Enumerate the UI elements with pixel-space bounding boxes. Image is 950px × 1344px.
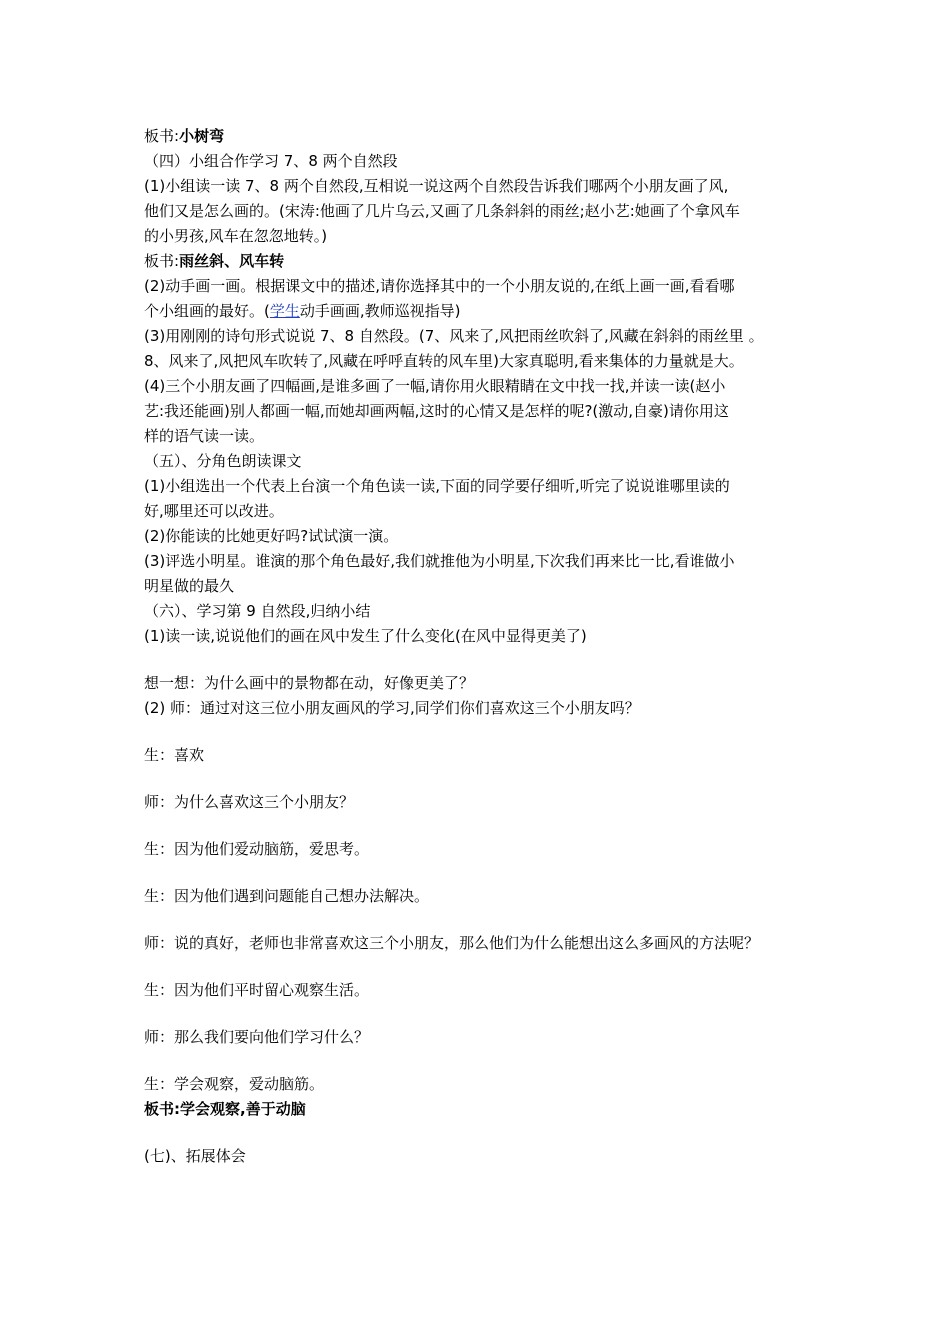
- dialogue-line: 师：为什么喜欢这三个小朋友？: [144, 793, 355, 811]
- board-note-1: [144, 126, 224, 146]
- section-heading-4: （四）小组合作学习 7、8 两个自然段: [144, 152, 398, 170]
- text-segment: 个小组画的最好。(: [144, 302, 270, 320]
- dialogue-line: 生：因为他们爱动脑筋，爱思考。: [144, 840, 370, 858]
- paragraph-line: 明星做的最久: [144, 577, 235, 595]
- paragraph-line: 艺:我还能画)别人都画一幅,而她却画两幅,这时的心情又是怎样的呢?(激动,自豪)请你用这: [144, 402, 729, 420]
- paragraph-line: 想一想：为什么画中的景物都在动，好像更美了？: [144, 674, 475, 692]
- paragraph-line: (3)用刚刚的诗句形式说说 7、8 自然段。(7、风来了,风把雨丝吹斜了,风藏在斜斜的雨丝里 。: [144, 327, 764, 345]
- student-link[interactable]: 学生: [269, 302, 300, 320]
- dialogue-line: 生：喜欢: [144, 746, 205, 764]
- paragraph-line: 8、风来了,风把风车吹转了,风藏在呼呼直转的风车里)大家真聪明,看来集体的力量就是大。: [144, 352, 744, 370]
- paragraph-line: (1)读一读,说说他们的画在风中发生了什么变化(在风中显得更美了): [144, 627, 587, 645]
- paragraph-line: (4)三个小朋友画了四幅画,是谁多画了一幅,请你用火眼精睛在文中找一找,并读一读(赵小: [144, 377, 726, 395]
- paragraph-line: (3)评选小明星。谁演的那个角色最好,我们就推他为小明星,下次我们再来比一比,看谁做小: [144, 552, 735, 570]
- paragraph-line: [144, 301, 461, 321]
- paragraph-line: (1)小组选出一个代表上台演一个角色读一读,下面的同学要仔细听,听完了说说谁哪里读的: [144, 477, 730, 495]
- dialogue-line: 生：学会观察，爱动脑筋。: [144, 1075, 325, 1093]
- dialogue-line: 师：说的真好，老师也非常喜欢这三个小朋友，那么他们为什么能想出这么多画风的方法呢？: [144, 934, 760, 952]
- section-heading-7: (七)、拓展体会: [144, 1147, 246, 1165]
- paragraph-line: 样的语气读一读。: [144, 427, 265, 445]
- paragraph-line: 的小男孩,风车在忽忽地转。): [144, 227, 328, 245]
- section-heading-6: （六）、学习第 9 自然段,归纳小结: [144, 602, 371, 620]
- dialogue-line: 生：因为他们平时留心观察生活。: [144, 981, 370, 999]
- board-label: 板书:: [144, 252, 180, 270]
- paragraph-line: (2)动手画一画。根据课文中的描述,请你选择其中的一个小朋友说的,在纸上画一画,看看哪: [144, 277, 735, 295]
- board-text: 雨丝斜、风车转: [179, 252, 285, 270]
- paragraph-line: (2) 师：通过对这三位小朋友画风的学习,同学们你们喜欢这三个小朋友吗？: [144, 699, 640, 717]
- paragraph-line: 他们又是怎么画的。(宋涛:他画了几片乌云,又画了几条斜斜的雨丝;赵小艺:她画了个拿风车: [144, 202, 740, 220]
- paragraph-line: 好,哪里还可以改进。: [144, 502, 284, 520]
- board-text: 小树弯: [179, 127, 225, 145]
- board-label: 板书:: [144, 127, 180, 145]
- board-note-3: [144, 1099, 306, 1119]
- text-segment: 动手画画,教师巡视指导): [299, 302, 461, 320]
- board-note-2: [144, 251, 284, 271]
- paragraph-line: (2)你能读的比她更好吗?试试演一演。: [144, 527, 399, 545]
- dialogue-line: 生：因为他们遇到问题能自己想办法解决。: [144, 887, 430, 905]
- board-text: 板书:学会观察,善于动脑: [144, 1100, 306, 1118]
- section-heading-5: （五）、分角色朗读课文: [144, 452, 302, 470]
- paragraph-line: (1)小组读一读 7、8 两个自然段,互相说一说这两个自然段告诉我们哪两个小朋友画了风,: [144, 177, 729, 195]
- dialogue-line: 师：那么我们要向他们学习什么？: [144, 1028, 370, 1046]
